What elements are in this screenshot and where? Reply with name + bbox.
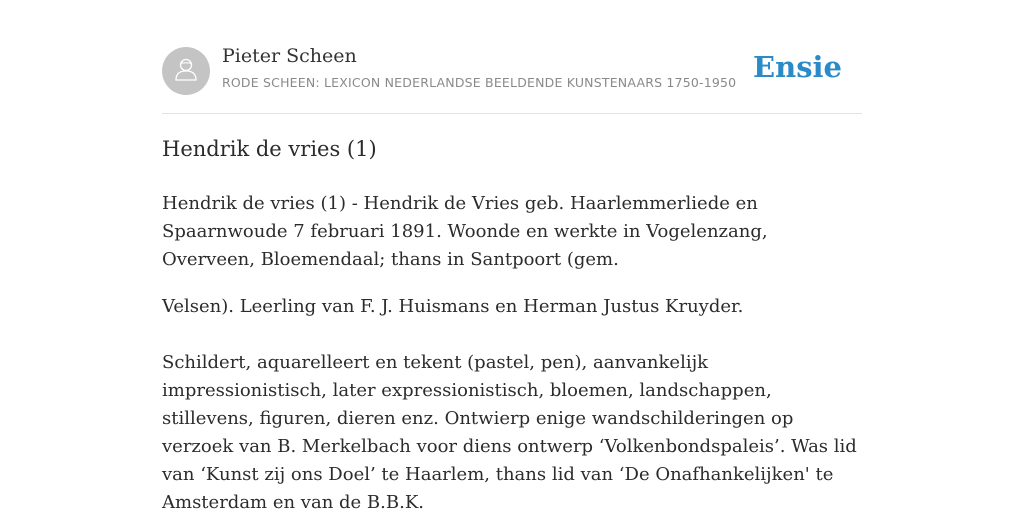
entry-title: Hendrik de vries (1) xyxy=(162,137,377,161)
ensie-logo[interactable]: Ensie xyxy=(753,50,842,84)
author-avatar[interactable] xyxy=(162,47,210,95)
user-icon xyxy=(172,55,200,87)
source-title[interactable]: RODE SCHEEN: LEXICON NEDERLANDSE BEELDENDE KUNSTENAARS 1750-1950 xyxy=(222,75,737,90)
entry-paragraph: Hendrik de vries (1) - Hendrik de Vries geb. Haarlemmerliede en Spaarnwoude 7 februari 1891. Woonde en werkte in Vogelenzang, Overveen, Bloemendaal; thans in Santpoort (gem. xyxy=(162,193,768,270)
entry-paragraph: Velsen). Leerling van F. J. Huismans en Herman Justus Kruyder. xyxy=(162,296,744,317)
entry-card xyxy=(162,0,862,513)
entry-header xyxy=(162,0,862,114)
author-name[interactable]: Pieter Scheen xyxy=(222,45,357,67)
entry-paragraph: Schildert, aquarelleert en tekent (pastel, pen), aanvankelijk impressionistisch, later expressionistisch, bloemen, landschappen, stillevens, figuren, dieren enz. Ontwierp enige wandschilderingen op verzoek van B. Merkelbach voor diens ontwerp ‘Volkenbondspaleis’. Was lid van ‘Kunst zij ons Doel’ te Haarlem, thans lid van ‘De Onafhankelijken' te Amsterdam en van de B.B.K. xyxy=(162,352,857,513)
